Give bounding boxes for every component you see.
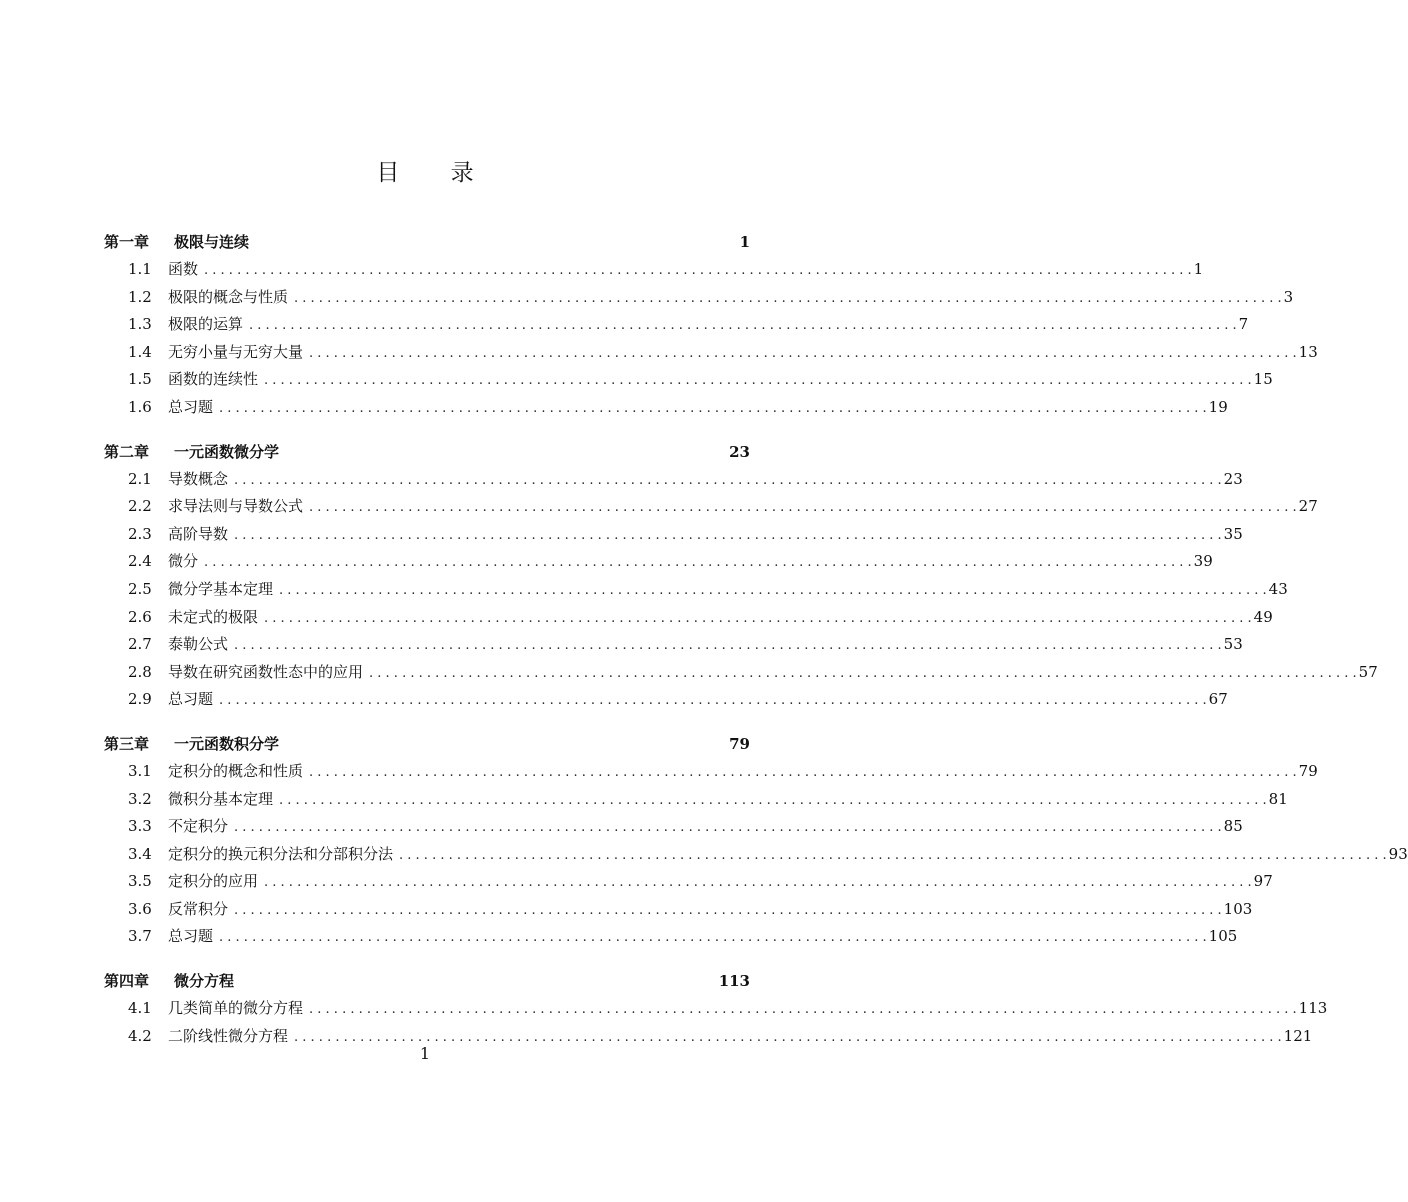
section-page-number: 3 bbox=[1283, 287, 1294, 306]
chapter-label: 第四章 bbox=[104, 972, 150, 991]
dot-leader: . . . . . . . . . . . . . . . . . . . . . . . . . . . . . . . . . . . . . . . . . . . . . . . . . . . . . . . . . . . . . . . . . . . . . . . . . . . . . . . . . . . . . . . . . . . . . . . . . . . . . . . . . . . . . . . . . . . . . . . . bbox=[309, 345, 1297, 361]
dot-leader: . . . . . . . . . . . . . . . . . . . . . . . . . . . . . . . . . . . . . . . . . . . . . . . . . . . . . . . . . . . . . . . . . . . . . . . . . . . . . . . . . . . . . . . . . . . . . . . . . . . . . . . . . . . . . . . . . . . . . . . . bbox=[204, 263, 1192, 278]
section-entry[interactable] bbox=[104, 466, 1243, 494]
section-entry[interactable] bbox=[104, 758, 1318, 786]
section-entry[interactable] bbox=[104, 868, 1273, 896]
chapter-page-number: 79 bbox=[729, 734, 750, 753]
section-number: 2.6 bbox=[128, 607, 152, 626]
chapter-entry[interactable] bbox=[104, 730, 750, 758]
section-page-number: 103 bbox=[1223, 899, 1253, 918]
dot-leader: . . . . . . . . . . . . . . . . . . . . . . . . . . . . . . . . . . . . . . . . . . . . . . . . . . . . . . . . . . . . . . . . . . . . . . . . . . . . . . . . . . . . . . . . . . . . . . . . . . . . . . . . . . . . . . . . . . . . . . . . bbox=[279, 582, 1267, 598]
section-page-number: 79 bbox=[1298, 761, 1318, 780]
dot-leader: . . . . . . . . . . . . . . . . . . . . . . . . . . . . . . . . . . . . . . . . . . . . . . . . . . . . . . . . . . . . . . . . . . . . . . . . . . . . . . . . . . . . . . . . . . . . . . . . . . . . . . . . . . . . . . . . . . . . . . . . bbox=[204, 555, 1192, 571]
section-page-number: 93 bbox=[1388, 844, 1408, 863]
chapter-entry[interactable] bbox=[104, 438, 750, 466]
section-entry[interactable] bbox=[104, 841, 1408, 869]
dot-leader: . . . . . . . . . . . . . . . . . . . . . . . . . . . . . . . . . . . . . . . . . . . . . . . . . . . . . . . . . . . . . . . . . . . . . . . . . . . . . . . . . . . . . . . . . . . . . . . . . . . . . . . . . . . . . . . . . . . . . . . . bbox=[309, 1002, 1297, 1018]
section-title: 定积分的应用 bbox=[168, 872, 259, 891]
section-entry[interactable] bbox=[104, 576, 1288, 604]
section-page-number: 105 bbox=[1208, 927, 1238, 946]
page-number: 1 bbox=[419, 1044, 431, 1063]
section-title: 微分 bbox=[168, 552, 199, 571]
section-number: 2.7 bbox=[128, 635, 152, 654]
chapter-block bbox=[104, 438, 1378, 714]
section-entry[interactable] bbox=[104, 813, 1243, 841]
section-title: 微分学基本定理 bbox=[168, 579, 274, 598]
section-title: 总习题 bbox=[168, 397, 214, 416]
section-number: 1.5 bbox=[128, 370, 152, 389]
dot-leader: . . . . . . . . . . . . . . . . . . . . . . . . . . . . . . . . . . . . . . . . . . . . . . . . . . . . . . . . . . . . . . . . . . . . . . . . . . . . . . . . . . . . . . . . . . . . . . . . . . . . . . . . . . . . . . . . . . . . . . . . bbox=[234, 527, 1222, 543]
chapter-title: 一元函数积分学 bbox=[174, 734, 280, 753]
section-entry[interactable] bbox=[104, 923, 1238, 951]
section-title: 不定积分 bbox=[168, 817, 229, 836]
section-page-number: 13 bbox=[1298, 342, 1318, 361]
section-title: 微积分基本定理 bbox=[168, 789, 274, 808]
section-title: 定积分的换元积分法和分部积分法 bbox=[168, 844, 394, 863]
section-number: 2.1 bbox=[128, 469, 152, 488]
section-number: 3.3 bbox=[128, 817, 152, 836]
section-number: 2.9 bbox=[128, 690, 152, 709]
section-number: 1.4 bbox=[128, 342, 152, 361]
chapter-block bbox=[104, 228, 1318, 422]
chapter-label: 第一章 bbox=[104, 233, 150, 251]
section-number: 3.1 bbox=[128, 761, 152, 780]
section-title: 未定式的极限 bbox=[168, 607, 259, 626]
section-number: 3.5 bbox=[128, 872, 152, 891]
section-title: 几类简单的微分方程 bbox=[168, 999, 304, 1018]
section-page-number: 39 bbox=[1193, 552, 1213, 571]
section-entry[interactable] bbox=[104, 548, 1213, 576]
dot-leader: . . . . . . . . . . . . . . . . . . . . . . . . . . . . . . . . . . . . . . . . . . . . . . . . . . . . . . . . . . . . . . . . . . . . . . . . . . . . . . . . . . . . . . . . . . . . . . . . . . . . . . . . . . . . . . . . . . . . . . . . bbox=[219, 930, 1207, 946]
section-number: 2.5 bbox=[128, 579, 152, 598]
section-title: 导数在研究函数性态中的应用 bbox=[168, 662, 364, 681]
section-number: 2.8 bbox=[128, 662, 152, 681]
chapter-title: 极限与连续 bbox=[174, 233, 250, 251]
dot-leader: . . . . . . . . . . . . . . . . . . . . . . . . . . . . . . . . . . . . . . . . . . . . . . . . . . . . . . . . . . . . . . . . . . . . . . . . . . . . . . . . . . . . . . . . . . . . . . . . . . . . . . . . . . . . . . . . . . . . . . . . bbox=[249, 318, 1237, 334]
chapter-page-number: 23 bbox=[729, 442, 750, 461]
chapter-page-number: 113 bbox=[718, 972, 750, 991]
section-page-number: 97 bbox=[1253, 872, 1273, 891]
dot-leader: . . . . . . . . . . . . . . . . . . . . . . . . . . . . . . . . . . . . . . . . . . . . . . . . . . . . . . . . . . . . . . . . . . . . . . . . . . . . . . . . . . . . . . . . . . . . . . . . . . . . . . . . . . . . . . . . . . . . . . . . bbox=[294, 290, 1282, 306]
chapter-block bbox=[104, 967, 1328, 1050]
dot-leader: . . . . . . . . . . . . . . . . . . . . . . . . . . . . . . . . . . . . . . . . . . . . . . . . . . . . . . . . . . . . . . . . . . . . . . . . . . . . . . . . . . . . . . . . . . . . . . . . . . . . . . . . . . . . . . . . . . . . . . . . bbox=[234, 902, 1222, 918]
section-number: 1.2 bbox=[128, 287, 152, 306]
section-title: 总习题 bbox=[168, 927, 214, 946]
chapter-label: 第三章 bbox=[104, 734, 150, 753]
section-entry[interactable] bbox=[104, 995, 1328, 1023]
section-number: 3.7 bbox=[128, 927, 152, 946]
dot-leader: . . . . . . . . . . . . . . . . . . . . . . . . . . . . . . . . . . . . . . . . . . . . . . . . . . . . . . . . . . . . . . . . . . . . . . . . . . . . . . . . . . . . . . . . . . . . . . . . . . . . . . . . . . . . . . . . . . . . . . . . bbox=[264, 373, 1252, 389]
dot-leader: . . . . . . . . . . . . . . . . . . . . . . . . . . . . . . . . . . . . . . . . . . . . . . . . . . . . . . . . . . . . . . . . . . . . . . . . . . . . . . . . . . . . . . . . . . . . . . . . . . . . . . . . . . . . . . . . . . . . . . . . bbox=[369, 665, 1357, 681]
section-page-number: 67 bbox=[1208, 690, 1228, 709]
section-entry[interactable] bbox=[104, 604, 1273, 632]
chapter-title: 一元函数微分学 bbox=[174, 442, 280, 461]
dot-leader: . . . . . . . . . . . . . . . . . . . . . . . . . . . . . . . . . . . . . . . . . . . . . . . . . . . . . . . . . . . . . . . . . . . . . . . . . . . . . . . . . . . . . . . . . . . . . . . . . . . . . . . . . . . . . . . . . . . . . . . . bbox=[294, 1029, 1282, 1045]
section-page-number: 49 bbox=[1253, 607, 1273, 626]
section-title: 总习题 bbox=[168, 690, 214, 709]
section-entry[interactable] bbox=[104, 311, 1249, 339]
section-page-number: 57 bbox=[1358, 662, 1378, 681]
section-number: 3.4 bbox=[128, 844, 152, 863]
section-page-number: 19 bbox=[1208, 397, 1228, 416]
page-title: 目 录 bbox=[376, 160, 496, 186]
section-page-number: 53 bbox=[1223, 635, 1243, 654]
section-number: 1.1 bbox=[128, 260, 152, 278]
dot-leader: . . . . . . . . . . . . . . . . . . . . . . . . . . . . . . . . . . . . . . . . . . . . . . . . . . . . . . . . . . . . . . . . . . . . . . . . . . . . . . . . . . . . . . . . . . . . . . . . . . . . . . . . . . . . . . . . . . . . . . . . bbox=[264, 610, 1252, 626]
section-number: 2.2 bbox=[128, 497, 152, 516]
section-number: 4.1 bbox=[128, 999, 152, 1018]
section-entry[interactable] bbox=[104, 686, 1228, 714]
dot-leader: . . . . . . . . . . . . . . . . . . . . . . . . . . . . . . . . . . . . . . . . . . . . . . . . . . . . . . . . . . . . . . . . . . . . . . . . . . . . . . . . . . . . . . . . . . . . . . . . . . . . . . . . . . . . . . . . . . . . . . . . bbox=[234, 820, 1222, 836]
section-title: 求导法则与导数公式 bbox=[168, 497, 304, 516]
section-entry[interactable] bbox=[104, 896, 1253, 924]
chapter-entry[interactable] bbox=[104, 228, 750, 256]
dot-leader: . . . . . . . . . . . . . . . . . . . . . . . . . . . . . . . . . . . . . . . . . . . . . . . . . . . . . . . . . . . . . . . . . . . . . . . . . . . . . . . . . . . . . . . . . . . . . . . . . . . . . . . . . . . . . . . . . . . . . . . . bbox=[264, 875, 1252, 891]
section-entry[interactable] bbox=[104, 339, 1318, 367]
section-title: 二阶线性微分方程 bbox=[168, 1026, 289, 1045]
dot-leader: . . . . . . . . . . . . . . . . . . . . . . . . . . . . . . . . . . . . . . . . . . . . . . . . . . . . . . . . . . . . . . . . . . . . . . . . . . . . . . . . . . . . . . . . . . . . . . . . . . . . . . . . . . . . . . . . . . . . . . . . bbox=[219, 400, 1207, 416]
dot-leader: . . . . . . . . . . . . . . . . . . . . . . . . . . . . . . . . . . . . . . . . . . . . . . . . . . . . . . . . . . . . . . . . . . . . . . . . . . . . . . . . . . . . . . . . . . . . . . . . . . . . . . . . . . . . . . . . . . . . . . . . bbox=[234, 638, 1222, 654]
section-title: 函数的连续性 bbox=[168, 370, 259, 389]
dot-leader: . . . . . . . . . . . . . . . . . . . . . . . . . . . . . . . . . . . . . . . . . . . . . . . . . . . . . . . . . . . . . . . . . . . . . . . . . . . . . . . . . . . . . . . . . . . . . . . . . . . . . . . . . . . . . . . . . . . . . . . . bbox=[399, 847, 1387, 863]
chapter-label: 第二章 bbox=[104, 442, 150, 461]
section-page-number: 35 bbox=[1223, 524, 1243, 543]
dot-leader: . . . . . . . . . . . . . . . . . . . . . . . . . . . . . . . . . . . . . . . . . . . . . . . . . . . . . . . . . . . . . . . . . . . . . . . . . . . . . . . . . . . . . . . . . . . . . . . . . . . . . . . . . . . . . . . . . . . . . . . . bbox=[219, 693, 1207, 709]
chapter-title: 微分方程 bbox=[174, 972, 235, 991]
section-entry[interactable] bbox=[104, 786, 1288, 814]
section-page-number: 85 bbox=[1223, 817, 1243, 836]
section-entry[interactable] bbox=[104, 493, 1318, 521]
section-page-number: 27 bbox=[1298, 497, 1318, 516]
section-page-number: 23 bbox=[1223, 469, 1243, 488]
section-entry[interactable] bbox=[104, 256, 1204, 284]
section-page-number: 121 bbox=[1283, 1026, 1313, 1045]
section-entry[interactable] bbox=[104, 284, 1294, 312]
section-page-number: 81 bbox=[1268, 789, 1288, 808]
section-entry[interactable] bbox=[104, 659, 1378, 687]
dot-leader: . . . . . . . . . . . . . . . . . . . . . . . . . . . . . . . . . . . . . . . . . . . . . . . . . . . . . . . . . . . . . . . . . . . . . . . . . . . . . . . . . . . . . . . . . . . . . . . . . . . . . . . . . . . . . . . . . . . . . . . . bbox=[279, 792, 1267, 808]
section-title: 无穷小量与无穷大量 bbox=[168, 342, 304, 361]
chapter-entry[interactable] bbox=[104, 967, 750, 995]
dot-leader: . . . . . . . . . . . . . . . . . . . . . . . . . . . . . . . . . . . . . . . . . . . . . . . . . . . . . . . . . . . . . . . . . . . . . . . . . . . . . . . . . . . . . . . . . . . . . . . . . . . . . . . . . . . . . . . . . . . . . . . . bbox=[234, 472, 1222, 488]
section-page-number: 15 bbox=[1253, 370, 1273, 389]
section-entry[interactable] bbox=[104, 631, 1243, 659]
chapter-block bbox=[104, 730, 1408, 951]
section-title: 反常积分 bbox=[168, 899, 229, 918]
section-page-number: 43 bbox=[1268, 579, 1288, 598]
section-entry[interactable] bbox=[104, 366, 1273, 394]
section-title: 定积分的概念和性质 bbox=[168, 761, 304, 780]
dot-leader: . . . . . . . . . . . . . . . . . . . . . . . . . . . . . . . . . . . . . . . . . . . . . . . . . . . . . . . . . . . . . . . . . . . . . . . . . . . . . . . . . . . . . . . . . . . . . . . . . . . . . . . . . . . . . . . . . . . . . . . . bbox=[309, 500, 1297, 516]
section-number: 3.6 bbox=[128, 899, 152, 918]
section-entry[interactable] bbox=[104, 521, 1243, 549]
section-number: 2.4 bbox=[128, 552, 152, 571]
section-page-number: 7 bbox=[1238, 315, 1249, 334]
table-of-contents bbox=[104, 228, 1408, 1066]
section-page-number: 113 bbox=[1298, 999, 1328, 1018]
section-entry[interactable] bbox=[104, 394, 1228, 422]
section-title: 极限的运算 bbox=[168, 315, 244, 334]
section-title: 函数 bbox=[168, 260, 199, 278]
section-title: 泰勒公式 bbox=[168, 635, 229, 654]
section-page-number: 1 bbox=[1193, 260, 1204, 278]
section-title: 导数概念 bbox=[168, 469, 229, 488]
section-number: 3.2 bbox=[128, 789, 152, 808]
section-title: 高阶导数 bbox=[168, 524, 229, 543]
section-number: 2.3 bbox=[128, 524, 152, 543]
section-number: 1.6 bbox=[128, 397, 152, 416]
section-number: 4.2 bbox=[128, 1026, 152, 1045]
dot-leader: . . . . . . . . . . . . . . . . . . . . . . . . . . . . . . . . . . . . . . . . . . . . . . . . . . . . . . . . . . . . . . . . . . . . . . . . . . . . . . . . . . . . . . . . . . . . . . . . . . . . . . . . . . . . . . . . . . . . . . . . bbox=[309, 764, 1297, 780]
section-number: 1.3 bbox=[128, 315, 152, 334]
section-title: 极限的概念与性质 bbox=[168, 287, 289, 306]
chapter-page-number: 1 bbox=[739, 233, 750, 251]
